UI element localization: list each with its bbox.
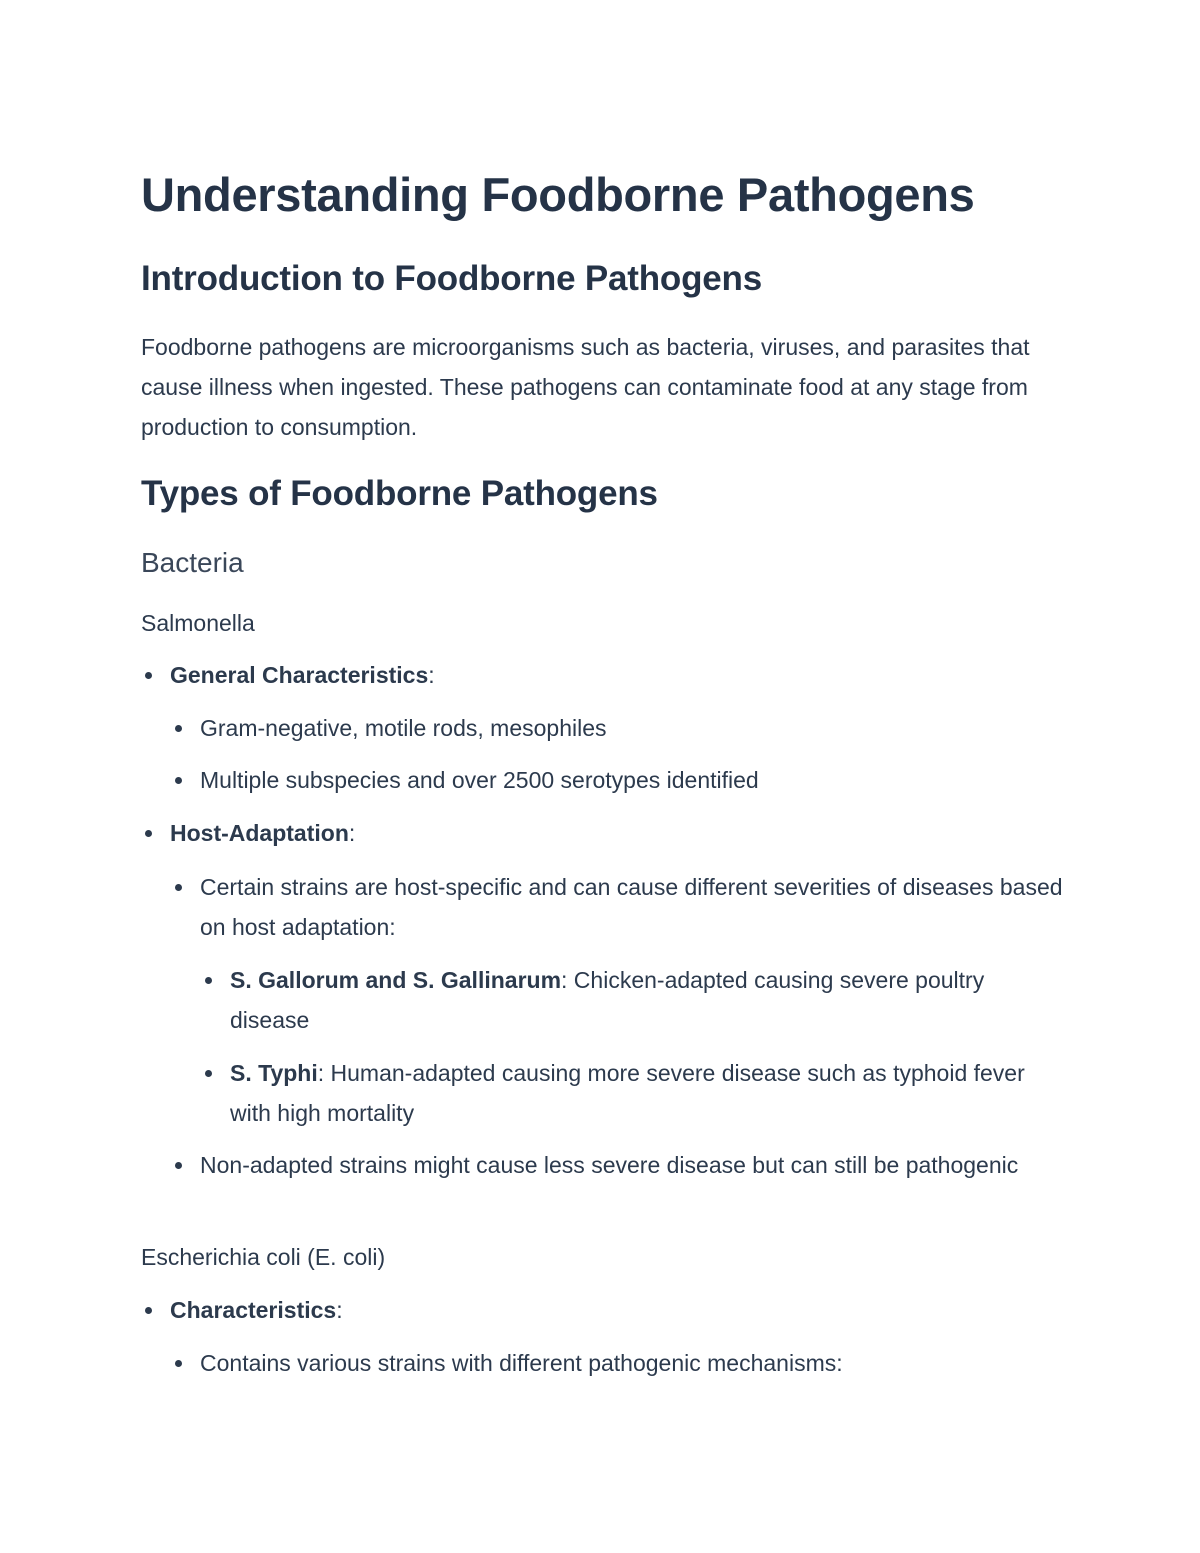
bullet-icon [145,830,152,837]
list-item-characteristics: Characteristics: [170,1290,343,1330]
list-item [200,708,1070,748]
characteristics-label: Characteristics [170,1297,337,1323]
host-item-text: : Chicken-adapted causing severe poultry disease [230,967,985,1033]
intro-heading: Introduction to Foodborne Pathogens [141,259,762,298]
ecoli-heading: Escherichia coli (E. coli) [141,1244,386,1270]
host-intro-text: Certain strains are host-specific and can cause different severities of diseases based on host adaptation: [200,874,1063,940]
general-item-text: Gram-negative, motile rods, mesophiles [200,715,607,741]
host-adaptation-label: Host-Adaptation [170,820,349,846]
bullet-icon [175,1360,182,1367]
bullet-icon [145,672,152,679]
intro-paragraph: Foodborne pathogens are microorganisms such as bacteria, viruses, and parasites that cause illness when ingested. These pathogens can contaminate food at any stage from production to consumption. [141,334,1030,440]
characteristics-item-text: Contains various strains with different pathogenic mechanisms: [200,1350,843,1376]
general-characteristics-label: General Characteristics [170,662,429,688]
list-item [230,1053,1050,1133]
non-adapted-text: Non-adapted strains might cause less severe disease but can still be pathogenic [200,1152,1019,1178]
bacteria-heading: Bacteria [141,547,244,578]
host-item-term: S. Gallorum and S. Gallinarum [230,967,562,993]
salmonella-heading: Salmonella [141,610,255,636]
list-item [200,1343,1070,1383]
list-item [230,960,1050,1040]
host-item-term: S. Typhi [230,1060,318,1086]
general-item-text: Multiple subspecies and over 2500 serotypes identified [200,767,759,793]
host-item-text: : Human-adapted causing more severe disease such as typhoid fever with high mortality [230,1060,1025,1126]
bullet-icon [175,884,182,891]
types-heading: Types of Foodborne Pathogens [141,474,658,513]
list-item [200,867,1070,947]
bullet-icon [175,777,182,784]
list-item-host-adaptation: Host-Adaptation: [170,813,355,853]
bullet-icon [205,1070,212,1077]
list-item [200,760,1070,800]
bullet-icon [175,725,182,732]
list-item [200,1145,1070,1185]
bullet-icon [175,1162,182,1169]
bullet-icon [145,1307,152,1314]
bullet-icon [205,977,212,984]
list-item-general-characteristics: General Characteristics: [170,655,435,695]
document-title: Understanding Foodborne Pathogens [141,168,975,221]
